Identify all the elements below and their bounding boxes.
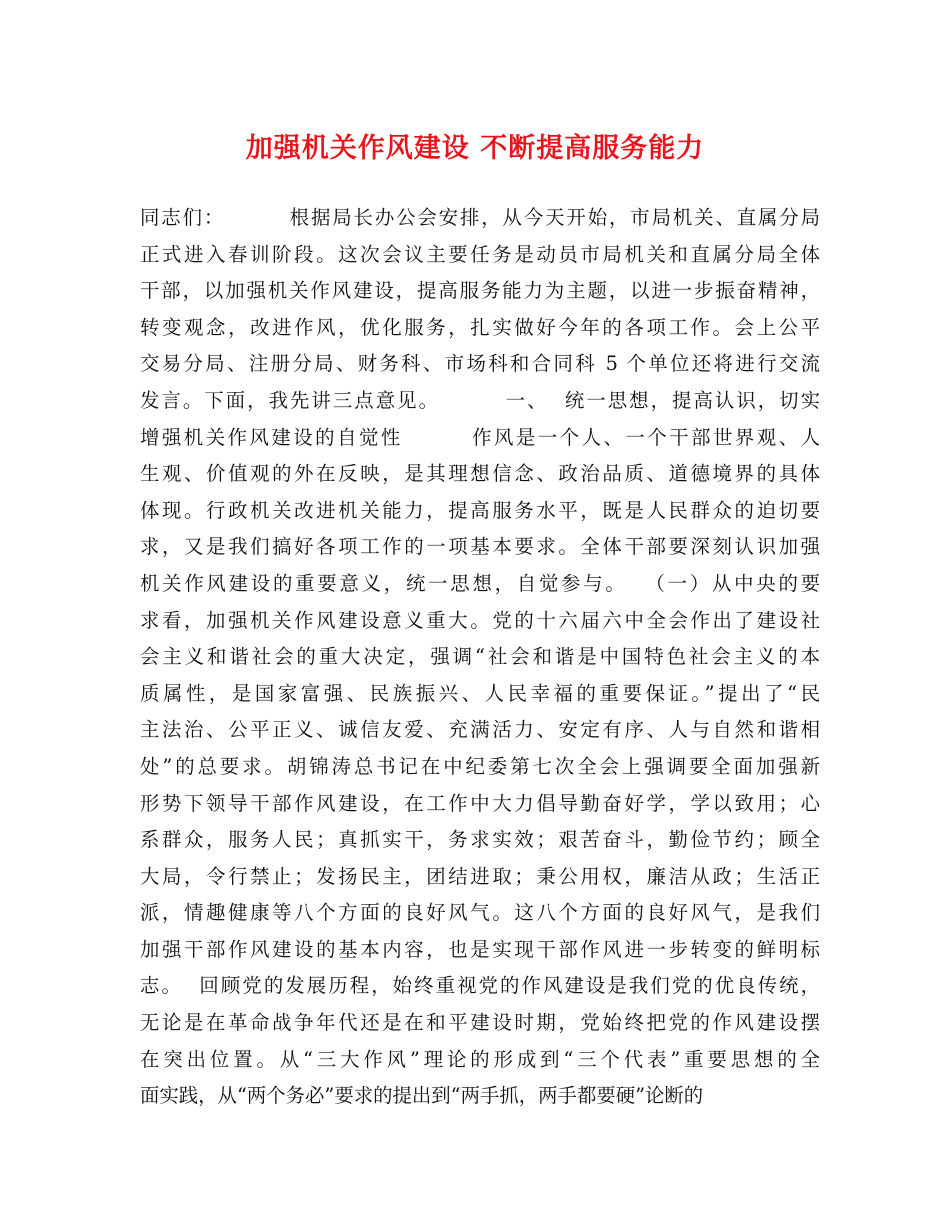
document-body xyxy=(140,200,820,1115)
body-text-line: 大局，令行禁止；发扬民主，团结进取；秉公用权，廉洁从政；生活正 xyxy=(140,864,820,888)
body-text-line: 在突出位置。从“三大作风”理论的形成到“三个代表”重要思想的全 xyxy=(140,1047,820,1071)
body-text-line: 求看，加强机关作风建设意义重大。党的十六届六中全会作出了建设社 xyxy=(140,608,820,632)
body-text-line: 派，情趣健康等八个方面的良好风气。这八个方面的良好风气，是我们 xyxy=(140,901,820,925)
body-text-line: 加强干部作风建设的基本内容，也是实现干部作风进一步转变的鲜明标 xyxy=(140,937,820,961)
body-text-line: 交易分局、注册分局、财务科、市场科和合同科 5 个单位还将进行交流 xyxy=(140,352,820,376)
body-text-line: 体现。行政机关改进机关能力，提高服务水平，既是人民群众的迫切要 xyxy=(140,498,820,522)
body-text-line: 增强机关作风建设的自觉性 作风是一个人、一个干部世界观、人 xyxy=(140,425,820,449)
body-text-line: 同志们： 根据局长办公会安排，从今天开始，市局机关、直属分局 xyxy=(140,206,820,229)
body-text-line: 求，又是我们搞好各项工作的一项基本要求。全体干部要深刻认识加强 xyxy=(140,535,820,559)
body-text-line: 系群众，服务人民；真抓实干，务求实效；艰苦奋斗，勤俭节约；顾全 xyxy=(140,828,820,852)
body-text-line: 生观、价值观的外在反映，是其理想信念、政治品质、道德境界的具体 xyxy=(140,462,820,486)
body-text-line: 转变观念，改进作风，优化服务，扎实做好今年的各项工作。会上公平 xyxy=(140,315,820,339)
body-text-line: 面实践，从“两个务必”要求的提出到“两手抓，两手都要硬”论断的 xyxy=(140,1084,704,1108)
body-text-line: 无论是在革命战争年代还是在和平建设时期，党始终把党的作风建设摆 xyxy=(140,1011,820,1035)
document-title: 加强机关作风建设 不断提高服务能力 xyxy=(245,133,705,164)
body-text-line: 处”的总要求。胡锦涛总书记在中纪委第七次全会上强调要全面加强新 xyxy=(140,754,820,778)
body-text-line: 主法治、公平正义、诚信友爱、充满活力、安定有序、人与自然和谐相 xyxy=(140,718,820,742)
body-text-line: 干部，以加强机关作风建设，提高服务能力为主题，以进一步振奋精神， xyxy=(140,279,820,303)
body-text-line: 机关作风建设的重要意义，统一思想，自觉参与。 （一）从中央的要 xyxy=(140,571,820,595)
body-text-line: 正式进入春训阶段。这次会议主要任务是动员市局机关和直属分局全体 xyxy=(140,242,820,266)
body-text-line: 会主义和谐社会的重大决定，强调“社会和谐是中国特色社会主义的本 xyxy=(140,645,820,669)
body-text-line: 发言。下面，我先讲三点意见。 一、 统一思想，提高认识，切实 xyxy=(140,388,820,412)
body-text-line: 质属性，是国家富强、民族振兴、人民幸福的重要保证。”提出了“民 xyxy=(140,681,820,705)
body-text-line: 形势下领导干部作风建设，在工作中大力倡导勤奋好学，学以致用；心 xyxy=(140,791,820,815)
body-text-line: 志。 回顾党的发展历程，始终重视党的作风建设是我们党的优良传统， xyxy=(140,974,820,998)
